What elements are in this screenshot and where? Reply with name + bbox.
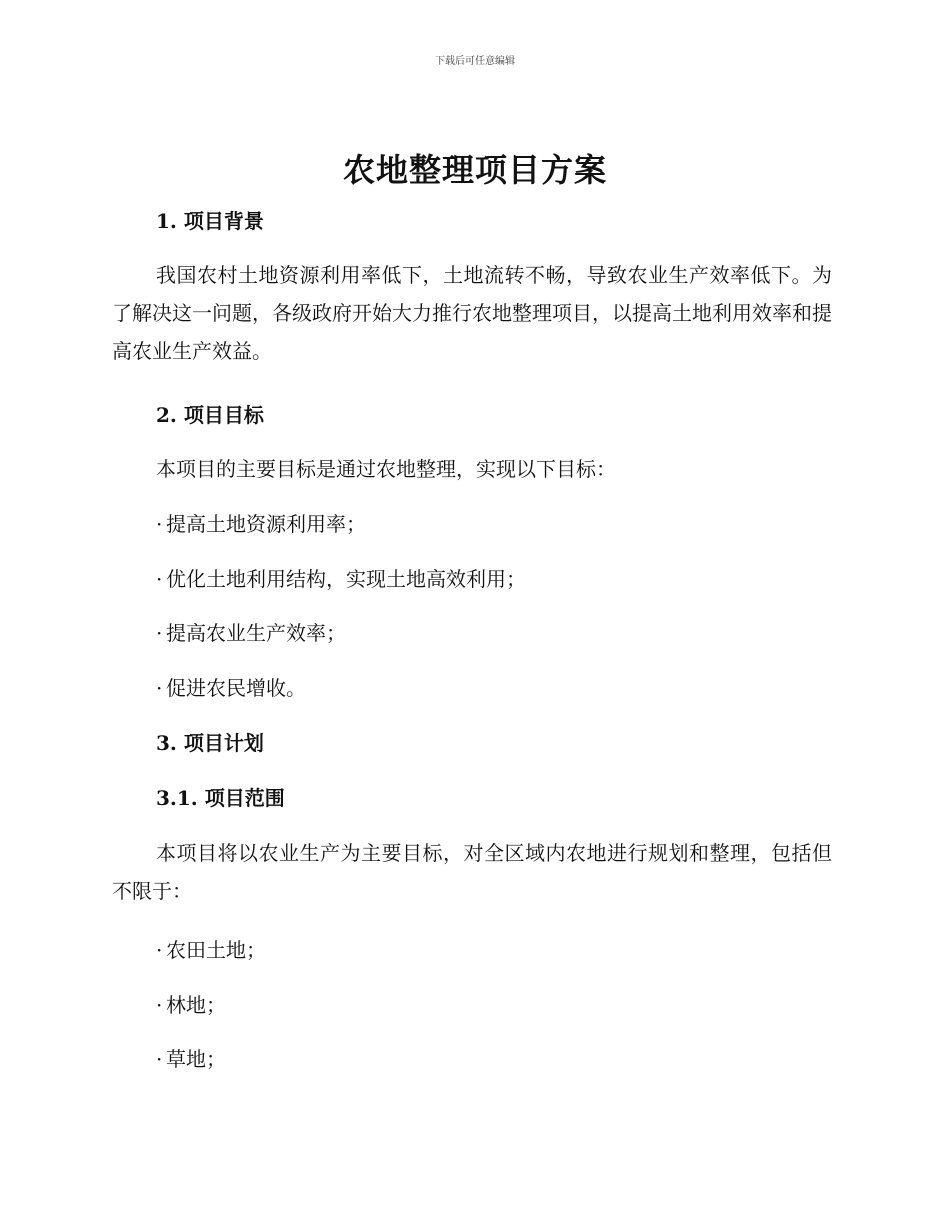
- goal-list-item-text: 提高土地资源利用率；: [166, 512, 366, 536]
- bullet-dot-icon: ·: [156, 938, 163, 962]
- bullet-dot-icon: ·: [156, 1047, 163, 1071]
- goal-list-item-text: 提高农业生产效率；: [166, 621, 346, 645]
- goal-list-item: [156, 669, 836, 707]
- section-1-heading: 1. 项目背景: [156, 209, 264, 233]
- bullet-dot-icon: ·: [156, 621, 163, 645]
- section-2-intro: 本项目的主要目标是通过农地整理，实现以下目标：: [156, 457, 616, 481]
- bullet-dot-icon: ·: [156, 567, 163, 591]
- scope-list-item: [156, 986, 836, 1024]
- goal-list-item: [156, 614, 836, 652]
- scope-list-item: [156, 931, 836, 969]
- scope-list-item-text: 草地；: [166, 1047, 226, 1071]
- section-1-paragraph: 我国农村土地资源利用率低下，土地流转不畅，导致农业生产效率低下。为了解决这一问题，各级政府开始大力推行农地整理项目，以提高土地利用效率和提高农业生产效益。: [112, 263, 832, 363]
- bullet-dot-icon: ·: [156, 676, 163, 700]
- scope-list-item-text: 农田土地；: [166, 938, 266, 962]
- section-2-heading: 2. 项目目标: [156, 403, 264, 427]
- section-3-heading: 3. 项目计划: [156, 731, 264, 755]
- goal-list-item: [156, 505, 836, 543]
- document-title: 农地整理项目方案: [342, 151, 607, 189]
- goal-list-item: [156, 560, 836, 598]
- bullet-dot-icon: ·: [156, 512, 163, 536]
- goal-list-item-text: 促进农民增收。: [166, 676, 306, 700]
- bullet-dot-icon: ·: [156, 993, 163, 1017]
- scope-list-item-text: 林地；: [166, 993, 226, 1017]
- page-header: 下载后可任意编辑: [435, 56, 515, 67]
- section-3-1-paragraph: 本项目将以农业生产为主要目标，对全区域内农地进行规划和整理，包括但不限于：: [112, 841, 832, 903]
- section-3-1-heading: 3.1. 项目范围: [156, 786, 285, 810]
- goal-list-item-text: 优化土地利用结构，实现土地高效利用；: [166, 567, 526, 591]
- scope-list-item: [156, 1040, 836, 1078]
